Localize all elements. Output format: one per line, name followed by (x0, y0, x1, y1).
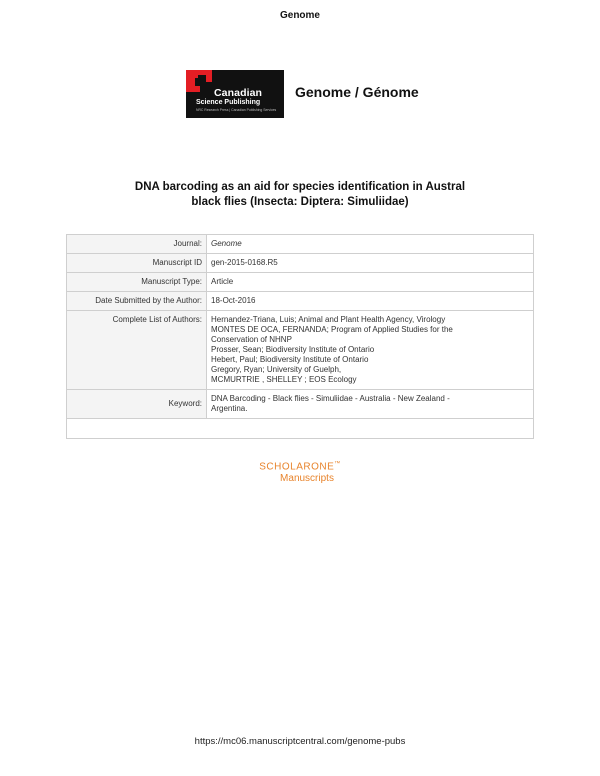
date-submitted-label: Date Submitted by the Author: (67, 292, 207, 311)
authors-label: Complete List of Authors: (67, 311, 207, 390)
footer-url[interactable]: https://mc06.manuscriptcentral.com/genome-pubs (194, 736, 406, 747)
title-line: DNA barcoding as an aid for species identification in Austral (134, 181, 466, 193)
date-submitted-value: 18-Oct-2016 (207, 292, 534, 311)
article-title (100, 180, 500, 210)
author-line: Hernandez-Triana, Luis; Animal and Plant Health Agency, Virology (211, 315, 446, 324)
keyword-value (207, 390, 534, 419)
author-line: Prosser, Sean; Biodiversity Institute of Ontario (211, 345, 375, 354)
running-head: Genome (279, 10, 320, 21)
manuscript-metadata-table (66, 234, 534, 439)
row-manuscript-id (67, 254, 534, 273)
row-manuscript-type (67, 273, 534, 292)
keyword-line: DNA Barcoding - Black flies - Simuliidae - Australia - New Zealand - (211, 394, 450, 403)
author-line: MCMURTRIE , SHELLEY ; EOS Ecology (211, 375, 357, 384)
manuscript-type-label: Manuscript Type: (67, 273, 207, 292)
manuscript-id-value: gen-2015-0168.R5 (207, 254, 534, 273)
keyword-line: Argentina. (211, 404, 248, 413)
author-line: Conservation of NHNP (211, 335, 292, 344)
scholarone-logo (0, 461, 600, 472)
row-journal (67, 235, 534, 254)
row-authors (67, 311, 534, 390)
scholarone-manuscripts: Manuscripts (280, 473, 334, 484)
journal-label: Journal: (67, 235, 207, 254)
author-line: MONTES DE OCA, FERNANDA; Program of Applied Studies for the (211, 325, 453, 334)
title-line: black flies (Insecta: Diptera: Simuliidae) (191, 196, 409, 208)
trademark-symbol: ™ (334, 461, 341, 467)
logo-line-2: Science Publishing (196, 99, 261, 106)
logo-line-1: Canadian (214, 87, 263, 99)
logo-line-3: NRC Research Press | Canadian Publishing Services (196, 108, 277, 112)
row-empty (67, 419, 534, 439)
journal-name: Genome / Génome (295, 84, 419, 100)
empty-cell (67, 419, 534, 439)
canadian-science-publishing-logo (186, 70, 284, 118)
manuscript-type-value: Article (207, 273, 534, 292)
row-keyword (67, 390, 534, 419)
authors-value (207, 311, 534, 390)
keyword-label: Keyword: (67, 390, 207, 419)
author-line: Hebert, Paul; Biodiversity Institute of Ontario (211, 355, 369, 364)
journal-value: Genome (207, 235, 534, 254)
row-date-submitted (67, 292, 534, 311)
manuscript-id-label: Manuscript ID (67, 254, 207, 273)
author-line: Gregory, Ryan; University of Guelph, (211, 365, 342, 374)
scholarone-word: SCHOLARONE (259, 461, 335, 473)
